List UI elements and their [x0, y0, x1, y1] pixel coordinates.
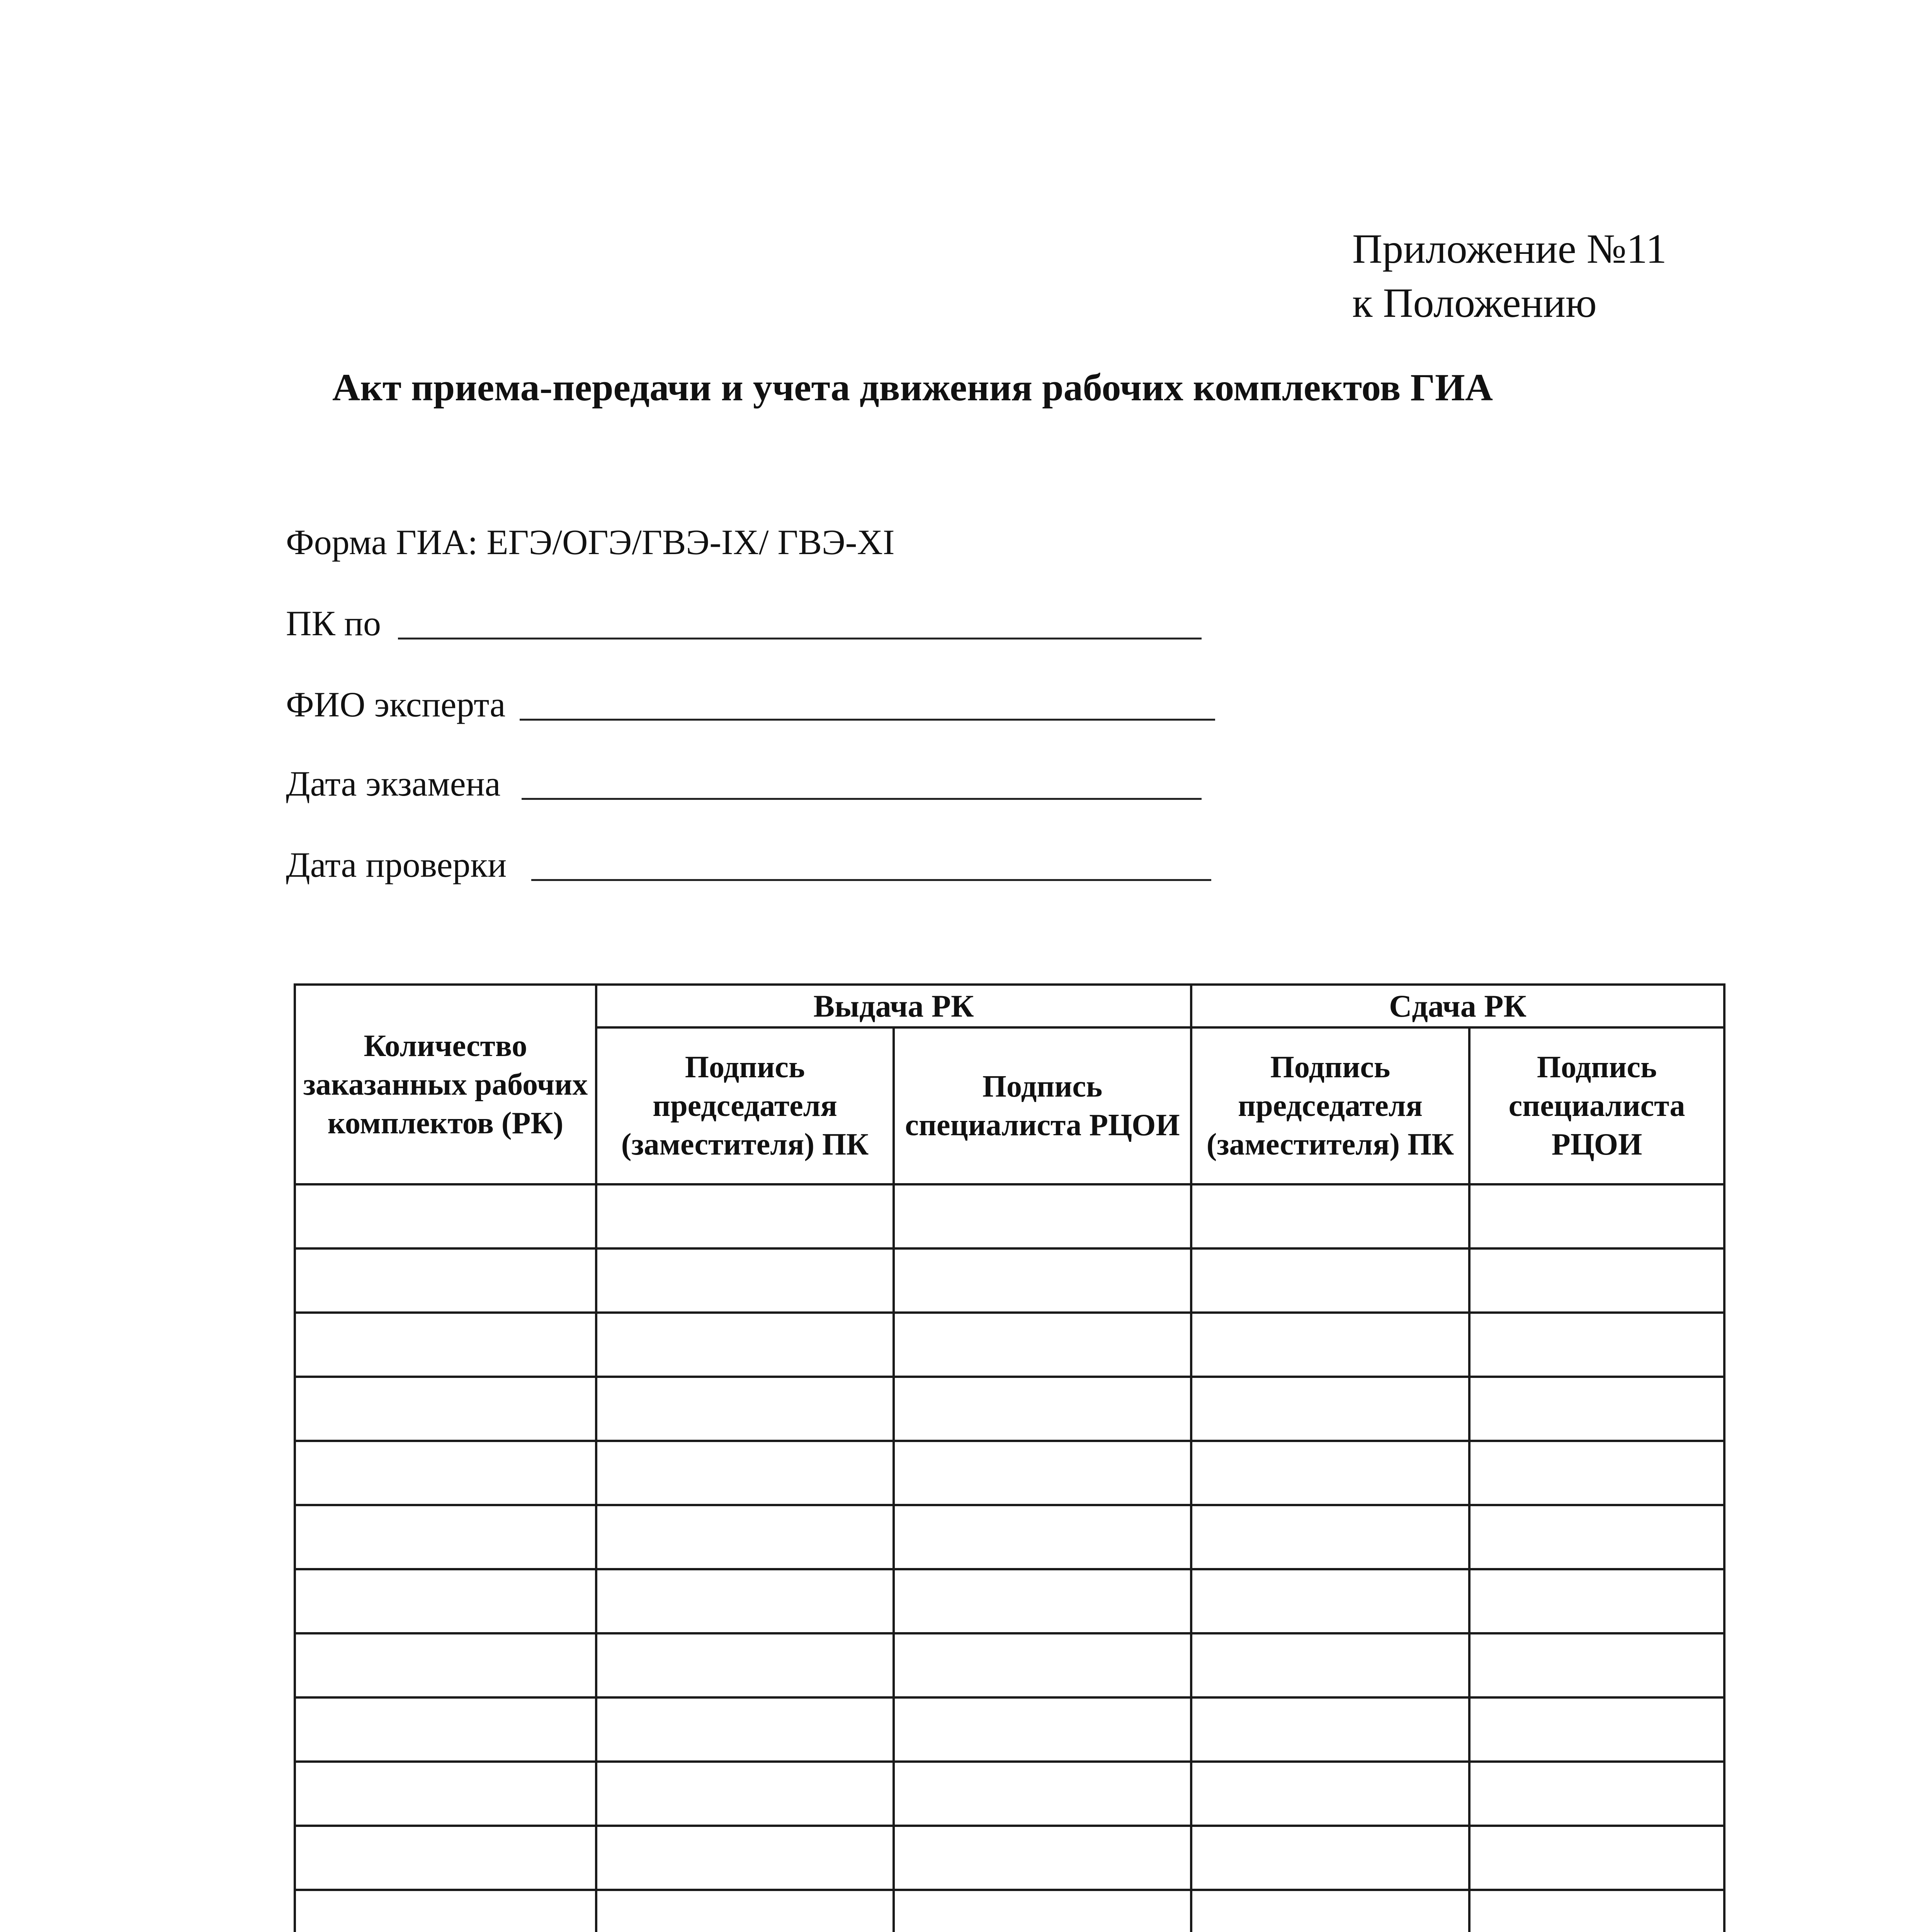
table-cell[interactable]	[1469, 1697, 1724, 1762]
table-cell[interactable]	[1469, 1377, 1724, 1441]
table-row	[295, 1762, 1724, 1826]
table-cell[interactable]	[894, 1762, 1191, 1826]
pk-input-line[interactable]	[398, 638, 1202, 639]
exam-date-input-line[interactable]	[522, 798, 1202, 800]
table-cell[interactable]	[596, 1313, 894, 1377]
header-issue-specialist: Подпись специалиста РЦОИ	[894, 1027, 1191, 1184]
expert-label: ФИО эксперта	[286, 685, 506, 724]
table-cell[interactable]	[1191, 1697, 1469, 1762]
table-cell[interactable]	[894, 1441, 1191, 1505]
table-cell[interactable]	[1469, 1633, 1724, 1697]
table-cell[interactable]	[1191, 1441, 1469, 1505]
header-return-chair: Подпись председателя (заместителя) ПК	[1191, 1027, 1469, 1184]
table-cell[interactable]	[1191, 1569, 1469, 1633]
table-cell[interactable]	[295, 1569, 596, 1633]
exam-date-label: Дата экзамена	[286, 764, 501, 803]
appendix-reference: к Положению	[1352, 280, 1597, 326]
table-cell[interactable]	[1469, 1569, 1724, 1633]
table-cell[interactable]	[596, 1697, 894, 1762]
table-cell[interactable]	[596, 1248, 894, 1313]
table-cell[interactable]	[1191, 1505, 1469, 1569]
table-cell[interactable]	[1191, 1313, 1469, 1377]
pk-label: ПК по	[286, 604, 381, 643]
table-cell[interactable]	[1191, 1633, 1469, 1697]
table-cell[interactable]	[894, 1377, 1191, 1441]
table-cell[interactable]	[894, 1826, 1191, 1890]
table-row	[295, 1697, 1724, 1762]
document-title: Акт приема-передачи и учета движения рабочих комплектов ГИА	[332, 366, 1493, 409]
rk-transfer-table	[294, 983, 1726, 1932]
check-date-input-line[interactable]	[531, 879, 1211, 881]
check-date-label: Дата проверки	[286, 845, 507, 884]
table-cell[interactable]	[1191, 1248, 1469, 1313]
table-cell[interactable]	[1191, 1826, 1469, 1890]
table-cell[interactable]	[295, 1248, 596, 1313]
table-cell[interactable]	[596, 1890, 894, 1932]
gia-form-line: Форма ГИА: ЕГЭ/ОГЭ/ГВЭ-IX/ ГВЭ-XI	[286, 522, 895, 562]
table-cell[interactable]	[596, 1762, 894, 1826]
header-return: Сдача РК	[1191, 985, 1724, 1027]
table-cell[interactable]	[1469, 1248, 1724, 1313]
appendix-heading	[1352, 222, 1667, 330]
table-cell[interactable]	[1469, 1184, 1724, 1248]
table-cell[interactable]	[894, 1505, 1191, 1569]
table-cell[interactable]	[894, 1248, 1191, 1313]
table-cell[interactable]	[894, 1697, 1191, 1762]
table-cell[interactable]	[1191, 1184, 1469, 1248]
header-issue: Выдача РК	[596, 985, 1191, 1027]
header-return-specialist: Подпись специалиста РЦОИ	[1469, 1027, 1724, 1184]
table-row	[295, 1569, 1724, 1633]
appendix-number: Приложение №11	[1352, 226, 1667, 272]
table-cell[interactable]	[295, 1184, 596, 1248]
table-cell[interactable]	[295, 1313, 596, 1377]
table-row	[295, 1313, 1724, 1377]
table-cell[interactable]	[1469, 1890, 1724, 1932]
table-row	[295, 1890, 1724, 1932]
table-cell[interactable]	[894, 1890, 1191, 1932]
table-cell[interactable]	[295, 1505, 596, 1569]
table-cell[interactable]	[596, 1569, 894, 1633]
table-row	[295, 1633, 1724, 1697]
table-cell[interactable]	[295, 1826, 596, 1890]
table-cell[interactable]	[1469, 1313, 1724, 1377]
table-cell[interactable]	[1469, 1505, 1724, 1569]
table-cell[interactable]	[295, 1377, 596, 1441]
table-cell[interactable]	[295, 1890, 596, 1932]
table-cell[interactable]	[894, 1633, 1191, 1697]
table-cell[interactable]	[1191, 1762, 1469, 1826]
table-cell[interactable]	[1469, 1762, 1724, 1826]
table-row	[295, 1184, 1724, 1248]
table-cell[interactable]	[596, 1184, 894, 1248]
table-cell[interactable]	[295, 1633, 596, 1697]
table-cell[interactable]	[295, 1762, 596, 1826]
table-cell[interactable]	[596, 1826, 894, 1890]
table-row	[295, 1377, 1724, 1441]
table-cell[interactable]	[295, 1441, 596, 1505]
table-row	[295, 1248, 1724, 1313]
table-row	[295, 1505, 1724, 1569]
table-cell[interactable]	[1191, 1377, 1469, 1441]
table-cell[interactable]	[295, 1697, 596, 1762]
table-cell[interactable]	[596, 1505, 894, 1569]
table-row	[295, 1826, 1724, 1890]
header-count: Количество заказанных рабочих комплектов (РК)	[295, 985, 596, 1184]
expert-input-line[interactable]	[520, 719, 1215, 721]
table-body	[295, 1184, 1724, 1932]
table-cell[interactable]	[894, 1569, 1191, 1633]
header-issue-chair: Подпись председателя (заместителя) ПК	[596, 1027, 894, 1184]
table-row	[295, 1441, 1724, 1505]
table-cell[interactable]	[596, 1377, 894, 1441]
table-cell[interactable]	[894, 1313, 1191, 1377]
table-cell[interactable]	[1191, 1890, 1469, 1932]
table-cell[interactable]	[596, 1633, 894, 1697]
table-cell[interactable]	[1469, 1826, 1724, 1890]
table-cell[interactable]	[596, 1441, 894, 1505]
table-cell[interactable]	[894, 1184, 1191, 1248]
table-cell[interactable]	[1469, 1441, 1724, 1505]
